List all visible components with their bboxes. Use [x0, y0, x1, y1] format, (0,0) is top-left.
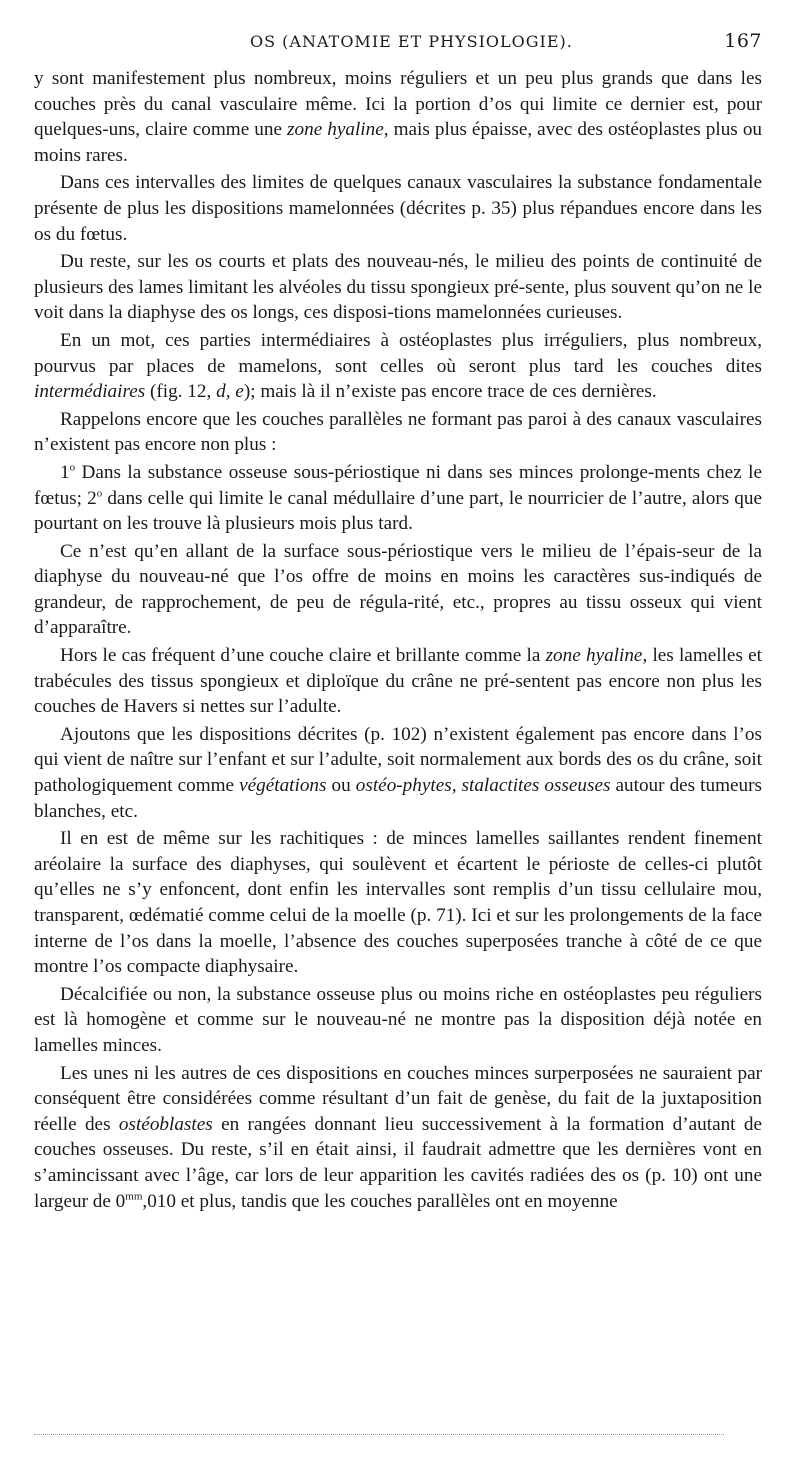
text-run: Dans la substance osseuse sous-périostique ni dans ses minces prolonge-ments chez le fœtus; 2 — [34, 461, 762, 509]
text-run: Ajoutons que les dispositions décrites (p. 102) n’existent également pas encore dans l’os qui vient de naître sur l’enfant et sur l’adulte, soit normalement aux bords des os du crâne, soit pathologiquement comme — [34, 723, 762, 797]
text-run: Du reste, sur les os courts et plats des nouveau-nés, le milieu des points de continuité de plusieurs des lames limitant les alvéoles du tissu spongieux pré-sente, plus souvent qu’on ne le voit dans la diaphyse des os longs, ces disposi-tions mamelonnées curieuses. — [34, 251, 762, 324]
paragraph — [34, 539, 762, 641]
superscript: mm — [125, 1190, 143, 1203]
italic-text: ostéoblastes — [118, 1113, 213, 1135]
italic-text: intermédiaires — [34, 381, 146, 403]
paragraph — [34, 722, 762, 824]
text-run: , les lamelles et trabécules des tissus spongieux et diploïque du crâne ne pré-sentent pas encore non plus les couches de Havers si nettes sur l’adulte. — [34, 645, 762, 718]
footer-rule — [34, 1434, 724, 1435]
paragraph — [34, 170, 762, 247]
paragraph — [34, 66, 762, 168]
text-run: Dans ces intervalles des limites de quelques canaux vasculaires la substance fondamentale présente de plus les dispositions mamelonnées (décrites p. 35) plus répandues encore dans les os du fœtus. — [34, 172, 762, 245]
paragraph — [34, 328, 762, 405]
text-run: Rappelons encore que les couches parallèles ne formant pas paroi à des canaux vasculaires n’existent pas encore non plus : — [34, 408, 762, 456]
text-run: En un mot, ces parties intermédiaires à ostéoplastes plus irréguliers, plus nombreux, pourvus par places de mamelons, sont celles où seront plus tard les couches dites — [34, 329, 762, 377]
text-run: autour des tumeurs blanches, etc. — [34, 775, 762, 822]
paragraph — [34, 643, 762, 720]
text-run: 1 — [60, 461, 70, 483]
italic-text: zone hyaline — [545, 645, 643, 667]
text-run: Les unes ni les autres de ces dispositions en couches minces surperposées ne sauraient par conséquent être considérées comme résultant d’un fait de genèse, du fait de la juxtaposition réelle des — [34, 1062, 762, 1135]
text-run: , mais plus épaisse, avec des ostéoplastes plus ou moins rares. — [34, 119, 763, 166]
italic-text: zone hyaline — [287, 119, 384, 141]
text-run: Il en est de même sur les rachitiques : de minces lamelles saillantes rendent finement aréolaire la surface des diaphyses, qui soulèvent et écartent le périoste de celles-ci plutôt qu’elles ne s’y enfoncent, dont enfin les intervalles sont remplis d’un tissu cellulaire mou, transparent, œdématié comme celui de la moelle (p. 71). Ici et sur les prolongements de la face interne de l’os dans la moelle, l’absence des couches superposées tranche à côté de ce que montre l’os compacte diaphysaire. — [34, 828, 762, 978]
text-run: (fig. 12, — [145, 381, 217, 403]
text-run: ); mais là il n’existe pas encore trace de ces dernières. — [243, 381, 657, 403]
text-run: Décalcifiée ou non, la substance osseuse plus ou moins riche en ostéoplastes peu réguliers est là homogène et comme sur le nouveau-né ne montre pas la disposition déjà notée en lamelles minces. — [34, 983, 762, 1056]
paragraph — [34, 826, 762, 980]
paragraph — [34, 407, 762, 458]
running-title: OS (ANATOMIE ET PHYSIOLOGIE). — [250, 32, 573, 51]
running-head — [34, 30, 762, 56]
superscript: o — [69, 461, 76, 474]
superscript: o — [96, 487, 103, 500]
text-run: ou — [326, 775, 356, 797]
text-run: en rangées donnant lieu successivement à la formation d’autant de couches osseuses. Du reste, s’il en était ainsi, il faudrait admettre que les dernières vont en s’amincissant avec l’âge, car lors de leur apparition les cavités radiées des os (p. 10) ont une largeur de 0 — [34, 1113, 762, 1212]
italic-text: végétations — [239, 775, 327, 797]
text-run: ,010 et plus, tandis que les couches parallèles ont en moyenne — [142, 1190, 618, 1212]
text-run: Ce n’est qu’en allant de la surface sous-périostique vers le milieu de l’épais-seur de la diaphyse du nouveau-né que l’os offre de moins en moins les caractères sus-indiqués de grandeur, de rapprochement, de peu de régula-rité, etc., propres au tissu osseux qui vient d’apparaître. — [34, 540, 762, 639]
book-page — [34, 30, 762, 1216]
italic-text: ostéo-phytes, stalactites osseuses — [355, 775, 611, 797]
paragraph — [34, 982, 762, 1059]
text-run: y sont manifestement plus nombreux, moins réguliers et un peu plus grands que dans les couches près du canal vasculaire même. Ici la portion d’os qui limite ce dernier est, pour quelques-uns, claire comme une — [34, 68, 762, 141]
text-run: dans celle qui limite le canal médullaire d’une part, le nourricier de l’autre, alors que pourtant on les trouve là plusieurs mois plus tard. — [34, 487, 763, 535]
paragraph — [34, 460, 762, 537]
italic-text: d, e — [216, 381, 244, 403]
paragraph — [34, 249, 762, 326]
body-text — [34, 66, 762, 1214]
page-number: 167 — [724, 30, 762, 52]
paragraph — [34, 1061, 762, 1215]
text-run: Hors le cas fréquent d’une couche claire et brillante comme la — [60, 645, 546, 667]
